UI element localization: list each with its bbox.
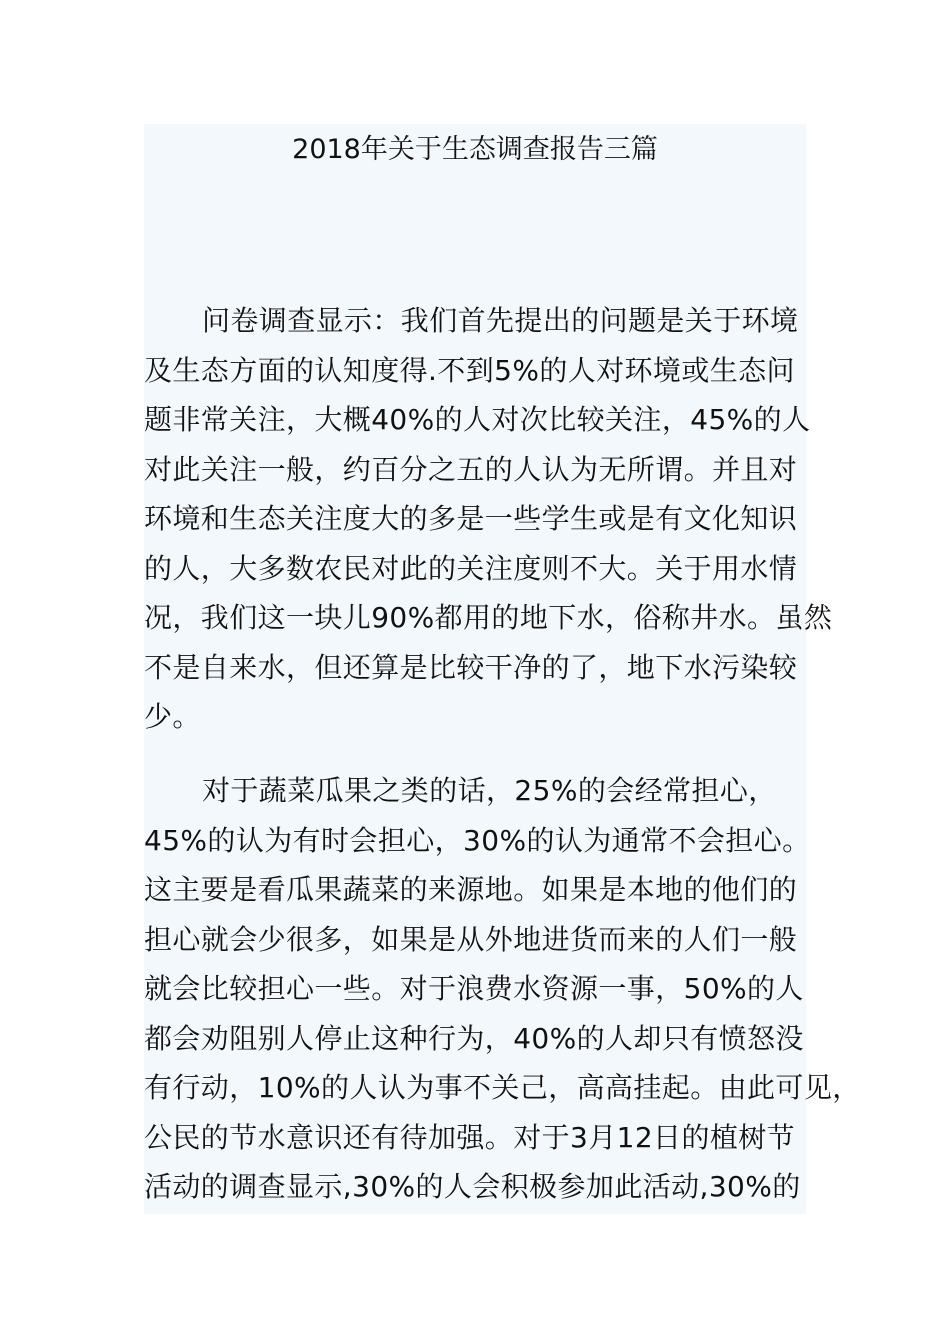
paragraph-line: 公民的节水意识还有待加强。对于3月12日的植树节 bbox=[144, 1120, 796, 1154]
paragraph-line: 对此关注一般，约百分之五的人认为无所谓。并且对 bbox=[144, 452, 798, 486]
paragraph-survey-results bbox=[144, 296, 833, 742]
paragraph-line: 的人，大多数农民对此的关注度则不大。关于用水情 bbox=[144, 551, 798, 585]
paragraph-line: 题非常关注，大概40%的人对次比较关注，45%的人 bbox=[144, 403, 811, 436]
paragraph-line: 45%的认为有时会担心，30%的认为通常不会担心。 bbox=[144, 823, 811, 857]
paragraph-line: 都会劝阻别人停止这种行为，40%的人却只有愤怒没 bbox=[144, 1021, 804, 1055]
paragraph-line: 就会比较担心一些。对于浪费水资源一事，50%的人 bbox=[144, 972, 804, 1005]
document-title: 2018年关于生态调查报告三篇 bbox=[292, 134, 658, 165]
paragraph-line: 对于蔬菜瓜果之类的话，25%的会经常担心， bbox=[202, 774, 777, 807]
paragraph-line: 况，我们这一块儿90%都用的地下水，俗称井水。虽然 bbox=[144, 601, 833, 634]
paragraph-line: 有行动，10%的人认为事不关己，高高挂起。由此可见， bbox=[144, 1071, 861, 1104]
paragraph-line: 及生态方面的认知度得.不到5%的人对环境或生态问 bbox=[144, 353, 795, 387]
paragraph-line: 问卷调查显示：我们首先提出的问题是关于环境 bbox=[202, 304, 799, 337]
paragraph-vegetables-water bbox=[144, 766, 861, 1212]
paragraph-line: 这主要是看瓜果蔬菜的来源地。如果是本地的他们的 bbox=[144, 873, 798, 906]
paragraph-line: 担心就会少很多，如果是从外地进货而来的人们一般 bbox=[144, 922, 798, 956]
paragraph-line: 活动的调查显示,30%的人会积极参加此活动,30%的 bbox=[144, 1170, 801, 1203]
paragraph-line: 环境和生态关注度大的多是一些学生或是有文化知识 bbox=[144, 502, 798, 535]
paragraph-line: 少。 bbox=[144, 700, 201, 733]
paragraph-line: 不是自来水，但还算是比较干净的了，地下水污染较 bbox=[144, 650, 798, 684]
